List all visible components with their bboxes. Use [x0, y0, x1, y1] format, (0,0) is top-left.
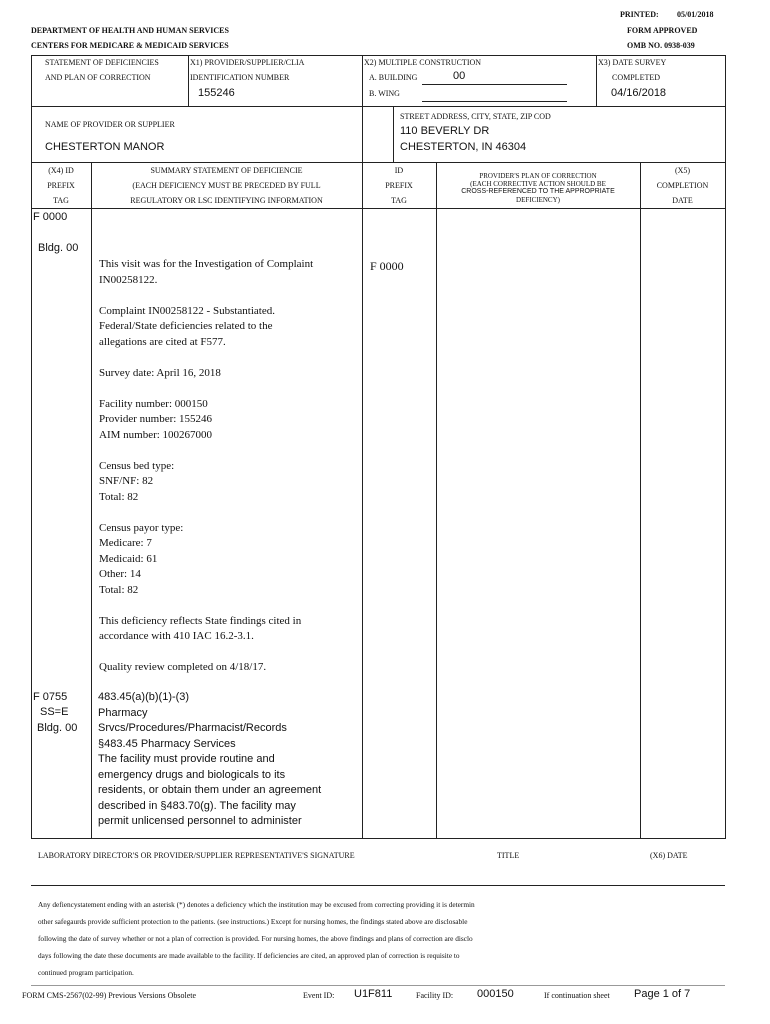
tag-f0755: F 0755: [33, 691, 68, 703]
title-label: TITLE: [497, 851, 520, 860]
wing-underline: [422, 101, 567, 102]
plan-header-3: CROSS-REFERENCED TO THE APPROPRIATE: [461, 188, 615, 195]
facility-id-value: 000150: [477, 988, 514, 1000]
plan-header-2: (EACH CORRECTIVE ACTION SHOULD BE: [470, 180, 606, 188]
tag-building-1: Bldg. 00: [38, 242, 79, 254]
grid-bottom-border: [31, 838, 725, 839]
disclaimer-line-5: continued program participation.: [38, 968, 134, 977]
provider-name-value: CHESTERTON MANOR: [45, 141, 165, 153]
printed-date: 05/01/2018: [677, 10, 714, 19]
divider: [188, 55, 189, 106]
summary-survey-date: Survey date: April 16, 2018: [99, 366, 221, 379]
signature-label: LABORATORY DIRECTOR'S OR PROVIDER/SUPPLIER REPRESENTATIVE'S SIGNATURE: [38, 851, 355, 860]
continuation-label: If continuation sheet: [544, 991, 610, 1000]
summary-census-payor: Census payor type: Medicare: 7 Medicaid: 61 Other: 14 Total: 82: [99, 521, 184, 596]
summary-complaint: Complaint IN00258122 - Substantiated. Federal/State deficiencies related to the allegations are cited at F577.: [99, 304, 275, 348]
summary-census-bed: Census bed type: SNF/NF: 82 Total: 82: [99, 459, 175, 503]
building-underline: [422, 84, 567, 85]
facility-id-label: Facility ID:: [416, 991, 454, 1000]
department-title: DEPARTMENT OF HEALTH AND HUMAN SERVICES: [31, 26, 229, 35]
disclaimer-line-4: days following the date these documents are made available to the facility. If deficiencies are cited, an approved plan of correction is requisite to: [38, 951, 460, 960]
street-address-label: STREET ADDRESS, CITY, STATE, ZIP COD: [400, 112, 551, 121]
event-id-label: Event ID:: [303, 991, 335, 1000]
disclaimer-line-2: other safegaurds provide sufficient protection to the patients. (see instructions.) Except for nursing homes, the findings stated above are disclosable: [38, 917, 468, 926]
x1-label-2: IDENTIFICATION NUMBER: [190, 73, 290, 82]
form-approved: FORM APPROVED: [627, 26, 698, 35]
top-border: [31, 55, 725, 56]
disclaimer-line-3: following the date of survey whether or not a plan of correction is provided. For nursing homes, the above findings and plans of correction are disclo: [38, 934, 473, 943]
summary-header-3: REGULATORY OR LSC IDENTIFYING INFORMATION: [130, 196, 323, 205]
street-address-line-2: CHESTERTON, IN 46304: [400, 141, 527, 153]
divider: [640, 162, 641, 839]
id-header-3: TAG: [391, 196, 407, 205]
plan-header-1: PROVIDER'S PLAN OF CORRECTION: [479, 172, 597, 180]
right-border: [725, 55, 726, 839]
divider: [31, 106, 725, 107]
printed-label: PRINTED:: [620, 10, 659, 19]
building-value: 00: [453, 70, 466, 82]
street-address-line-1: 110 BEVERLY DR: [400, 125, 490, 137]
footer-rule: [31, 985, 725, 986]
provider-id-value: 155246: [198, 87, 235, 99]
x3-label: X3) DATE SURVEY: [598, 58, 667, 67]
x3-label-2: COMPLETED: [612, 73, 660, 82]
summary-state-findings: This deficiency reflects State findings cited in accordance with 410 IAC 16.2-3.1.: [99, 614, 302, 642]
tag-f0000: F 0000: [33, 211, 68, 223]
tag-severity: SS=E: [40, 706, 69, 718]
summary-text: [99, 257, 359, 691]
statement-label-1: STATEMENT OF DEFICIENCIES: [45, 58, 159, 67]
x5-header-3: DATE: [672, 196, 693, 205]
f755-regulation-text: 483.45(a)(b)(1)-(3) Pharmacy Srvcs/Procedures/Pharmacist/Records §483.45 Pharmacy Services The facility must provide routine and emergency drugs and biologicals to its residents, or obtain them under an agreement described in §483.70(g). The facility may permit unlicensed personnel to administer: [98, 691, 322, 827]
divider: [596, 55, 597, 106]
divider: [31, 208, 725, 209]
plan-header-4: DEFICIENCY): [516, 196, 560, 204]
x5-header-2: COMPLETION: [656, 181, 709, 190]
id-header-1: ID: [394, 166, 404, 175]
tag-building-2: Bldg. 00: [37, 722, 78, 734]
x4-header-1: (X4) ID: [48, 166, 74, 175]
summary-intro: This visit was for the Investigation of Complaint IN00258122.: [99, 258, 314, 286]
signature-bottom-line: [31, 885, 725, 886]
summary-facility-numbers: Facility number: 000150 Provider number: 155246 AIM number: 100267000: [99, 397, 213, 441]
divider: [393, 106, 394, 162]
survey-date-value: 04/16/2018: [611, 87, 667, 99]
page-number: Page 1 of 7: [634, 988, 691, 1000]
x2-label: X2) MULTIPLE CONSTRUCTION: [364, 58, 482, 67]
x5-header-1: (X5): [674, 166, 691, 175]
building-label: A. BUILDING: [369, 73, 418, 82]
statement-label-2: AND PLAN OF CORRECTION: [45, 73, 151, 82]
event-id-value: U1F811: [354, 988, 393, 1000]
centers-title: CENTERS FOR MEDICARE & MEDICAID SERVICES: [31, 41, 229, 50]
omb-number: OMB NO. 0938-039: [627, 41, 695, 50]
x1-label: X1) PROVIDER/SUPPLIER/CLIA: [190, 58, 305, 67]
x6-date-label: (X6) DATE: [650, 851, 688, 860]
divider: [91, 162, 92, 839]
summary-header-1: SUMMARY STATEMENT OF DEFICIENCIE: [150, 166, 303, 175]
id-header-2: PREFIX: [385, 181, 413, 190]
summary-header-2: (EACH DEFICIENCY MUST BE PRECEDED BY FULL: [132, 181, 321, 190]
provider-name-label: NAME OF PROVIDER OR SUPPLIER: [45, 120, 175, 129]
divider: [362, 55, 363, 162]
wing-label: B. WING: [369, 89, 400, 98]
disclaimer: [38, 896, 728, 981]
disclaimer-line-1: Any defiencystatement ending with an asterisk (*) denotes a deficiency which the institution may be excused from correcting providing it is determin: [38, 900, 475, 909]
divider: [31, 162, 725, 163]
form-id: FORM CMS-2567(02-99) Previous Versions Obsolete: [22, 991, 197, 1000]
x4-header-3: TAG: [53, 196, 69, 205]
id-tag-f0000: F 0000: [370, 259, 404, 273]
x4-header-2: PREFIX: [47, 181, 75, 190]
summary-quality-review: Quality review completed on 4/18/17.: [99, 661, 267, 673]
divider: [362, 162, 363, 839]
divider: [436, 162, 437, 839]
